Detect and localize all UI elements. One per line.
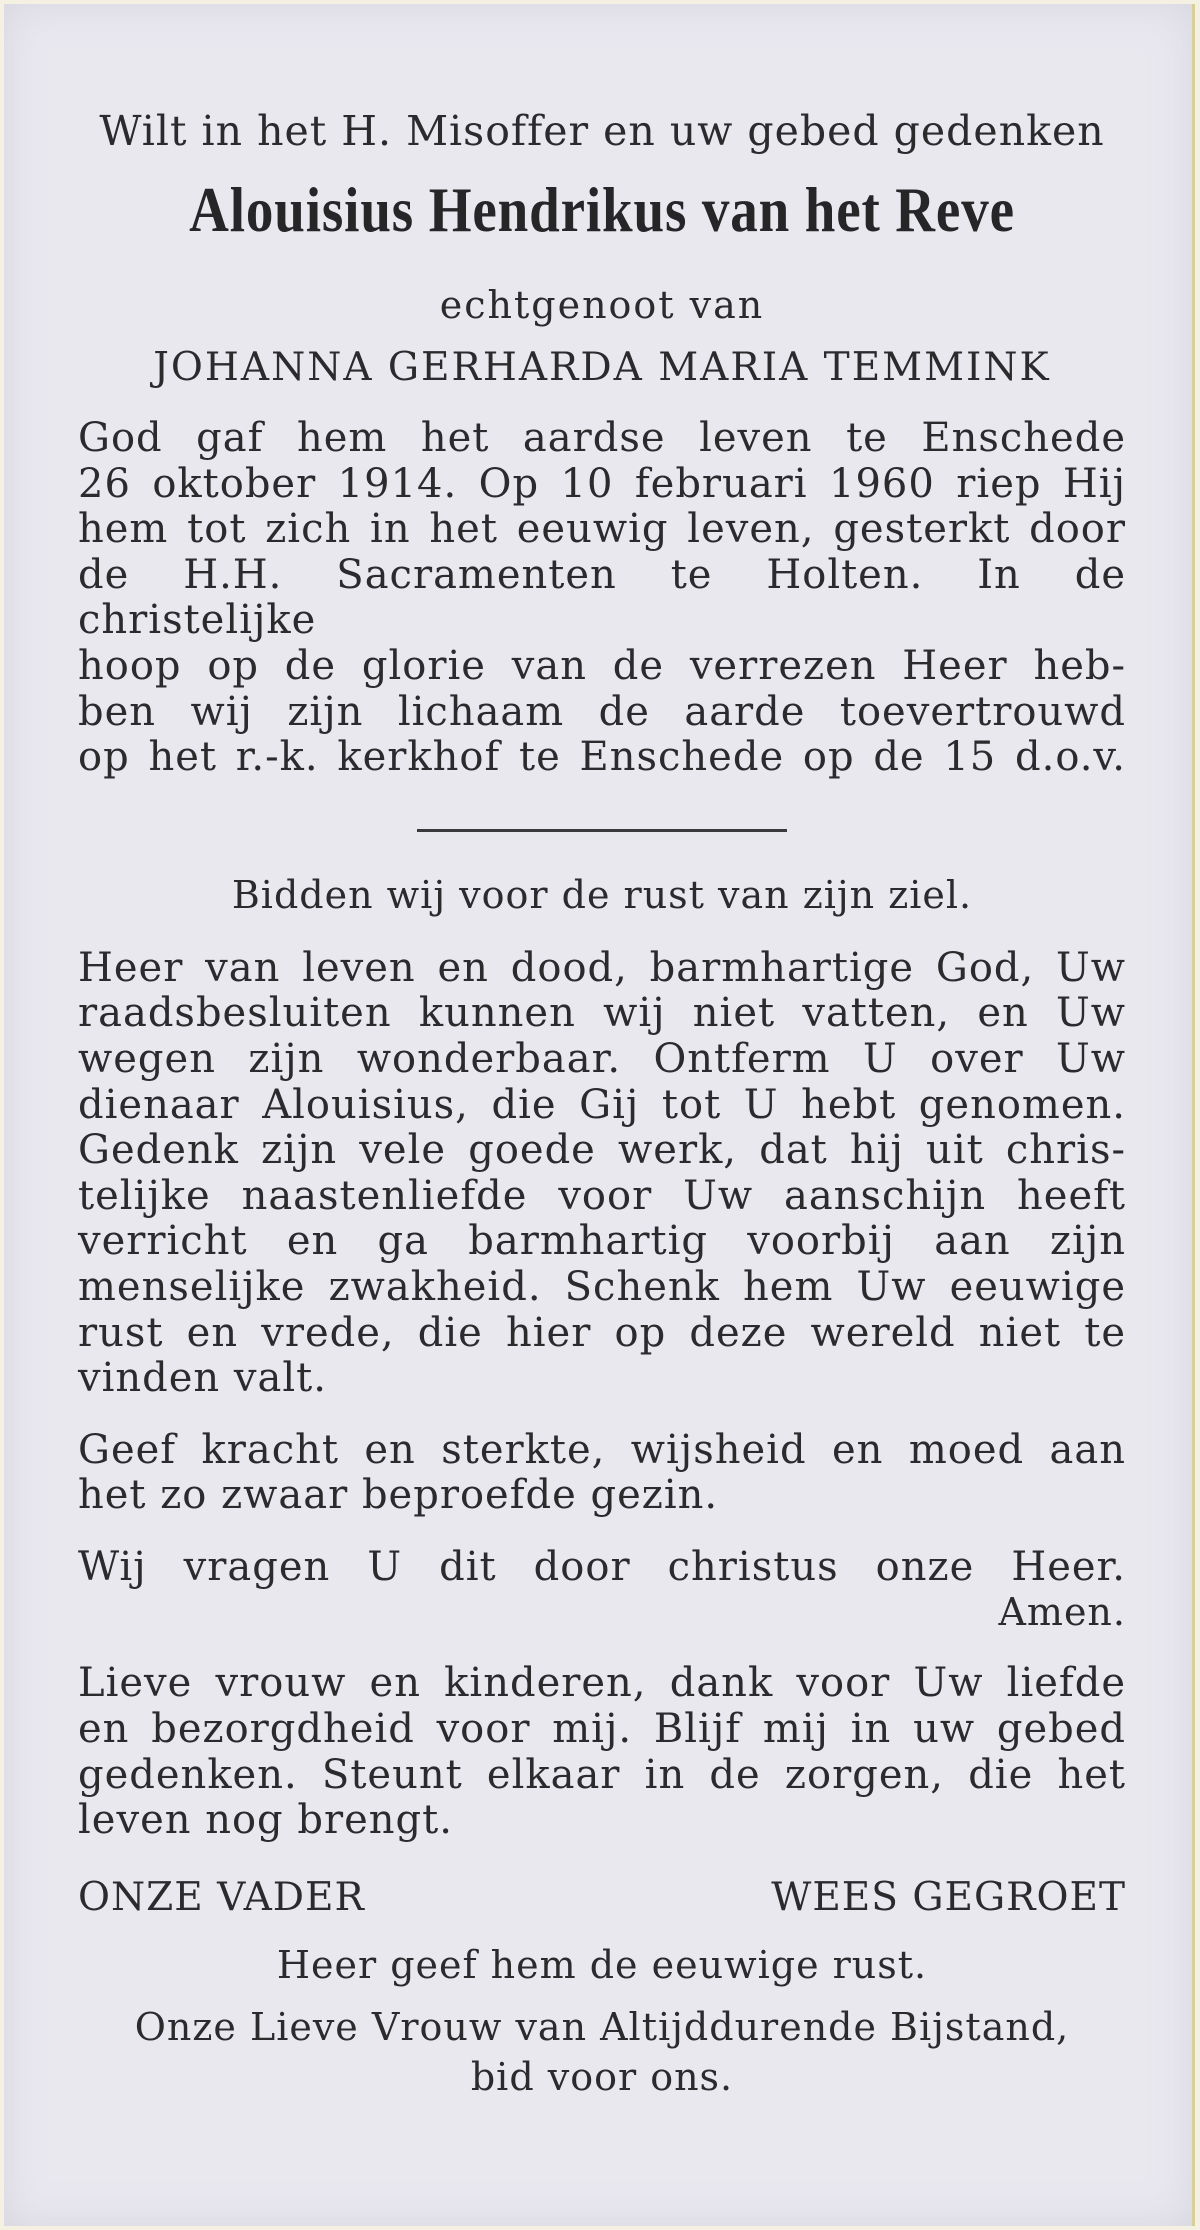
family-prayer-line: Geef kracht en sterkte, wijsheid en moed aan [78,1426,1126,1473]
biography-line: ben wij zijn lichaam de aarde toevertrouwd [78,688,1126,735]
prayer-line: menselijke zwakheid. Schenk hem Uw eeuwige [78,1263,1126,1310]
biography-line: hem tot zich in het eeuwig leven, gesterkt door [78,506,1126,553]
prayer-line: telijke naastenliefde voor Uw aanschijn heeft [78,1172,1126,1219]
spouse-name: JOHANNA GERHARDA MARIA TEMMINK [153,345,1051,390]
biography-line: hoop op de glorie van de verrezen Heer heb- [78,642,1126,689]
prayer-line: Gedenk zijn vele goede werk, dat hij uit chris- [78,1127,1126,1174]
invocation-line-2: bid voor ons. [470,2054,734,2099]
deceased-name: Alouisius Hendrikus van het Reve [189,174,1015,245]
prayer-line: Heer van leven en dood, barmhartige God, Uw [78,944,1126,991]
prayer-line: verricht en ga barmhartig voorbij aan zijn [78,1218,1126,1265]
eternal-rest-line: Heer geef hem de eeuwige rust. [276,1942,928,1987]
biography-line: de H.H. Sacramenten te Holten. In de christelijke [78,551,1126,644]
divider-rule [417,829,787,832]
family-prayer-line: het zo zwaar beproefde gezin. [78,1472,719,1519]
prayer-line: dienaar Alouisius, die Gij tot U hebt genomen. [78,1081,1126,1128]
farewell-line: Lieve vrouw en kinderen, dank voor Uw liefde [78,1660,1126,1707]
family-prayer-paragraph [78,1428,1126,1519]
spouse-label: echtgenoot van [439,283,765,327]
closing-prayer-paragraph [78,1545,1126,1591]
prayer-line: rust en vrede, die hier op deze wereld niet te [78,1309,1126,1356]
biography-paragraph [78,416,1126,781]
memorial-card [4,4,1195,2226]
farewell-line: leven nog brengt. [78,1797,453,1844]
prayer-our-father: ONZE VADER [78,1874,365,1920]
biography-line: op het r.-k. kerkhof te Enschede op de 15 d.o.v. [78,734,1126,781]
biography-line: 26 oktober 1914. Op 10 februari 1960 riep Hij [78,460,1126,507]
farewell-line: en bezorgdheid voor mij. Blijf mij in uw gebed [78,1706,1126,1753]
card-content [78,104,1126,2102]
prayer-line: vinden valt. [78,1355,327,1402]
prayer-line: wegen zijn wonderbaar. Ontferm U over Uw [78,1035,1126,1082]
prayer-line: raadsbesluiten kunnen wij niet vatten, en Uw [78,990,1126,1037]
prayer-request: Bidden wij voor de rust van zijn ziel. [231,872,973,917]
biography-line: God gaf hem het aardse leven te Enschede [78,415,1126,461]
farewell-line: gedenken. Steunt elkaar in de zorgen, die het [78,1751,1126,1798]
intro-line: Wilt in het H. Misoffer en uw gebed gedenken [99,107,1105,155]
invocation-line: Onze Lieve Vrouw van Altijddurende Bijstand, [134,2004,1070,2049]
prayers-row [78,1872,1126,1924]
amen: Amen. [998,1590,1126,1635]
prayer-paragraph [78,946,1126,1402]
prayer-hail-mary: WEES GEGROET [771,1874,1126,1920]
farewell-paragraph [78,1661,1126,1843]
closing-prayer-line: Wij vragen U dit door christus onze Heer. [78,1543,1126,1590]
